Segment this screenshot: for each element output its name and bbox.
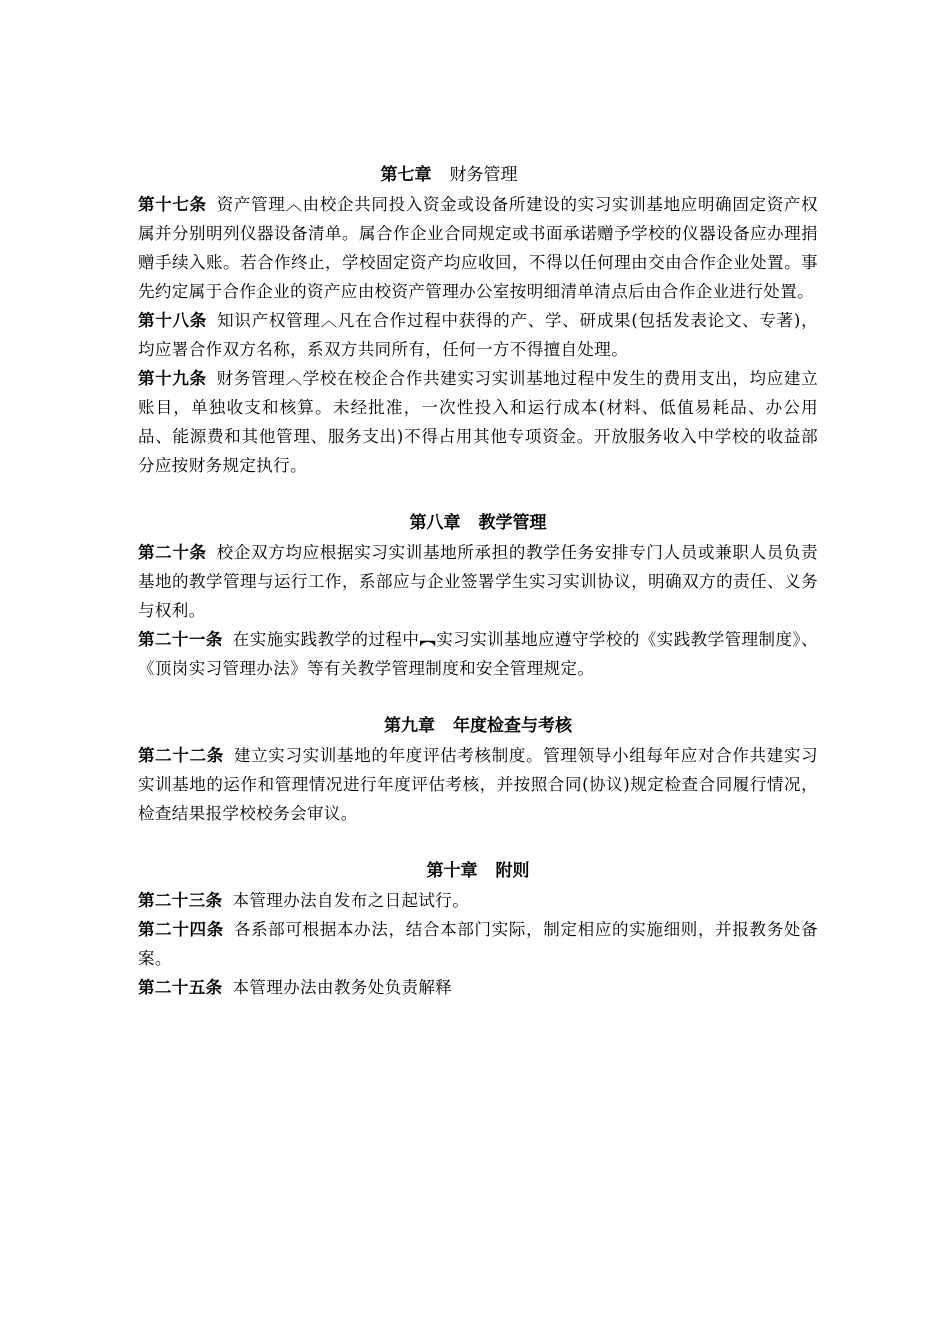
article-20 xyxy=(138,538,818,625)
article-text: 校企双方均应根据实习实训基地所承担的教学任务安排专门人员或兼职人员负责基地的教学管理与运行工作，系部应与企业签署学生实习实训协议，明确双方的责任、义务与权利。 xyxy=(138,543,818,620)
chapter-9 xyxy=(138,711,818,828)
article-24 xyxy=(138,915,818,973)
chapter-number: 第十章 xyxy=(426,861,478,881)
article-17 xyxy=(138,190,818,306)
chapter-title xyxy=(138,508,818,538)
article-text: 本管理办法由教务处负责解释 xyxy=(232,978,453,997)
chapter-name: 财务管理 xyxy=(449,165,518,185)
chapter-title xyxy=(138,160,818,190)
chapter-name: 教学管理 xyxy=(478,513,547,533)
chapter-7 xyxy=(138,160,818,480)
article-label: 第二十三条 xyxy=(138,891,223,910)
article-label: 第十七条 xyxy=(138,195,207,214)
article-text: 本管理办法自发布之日起试行。 xyxy=(232,891,470,910)
article-label: 第二十二条 xyxy=(138,746,224,765)
article-text: 财务管理︿学校在校企合作共建实习实训基地过程中发生的费用支出，均应建立账目，单独收支和核算。未经批准，一次性投入和运行成本(材料、低值易耗品、办公用品、能源费和其他管理、服务支出)不得占用其他专项资金。开放服务收入中学校的收益部分应按财务规定执行。 xyxy=(138,369,818,475)
chapter-8 xyxy=(138,508,818,683)
article-text: 在实施实践教学的过程中︻实习实训基地应遵守学校的《实践教学管理制度》、《顶岗实习管理办法》等有关教学管理制度和安全管理规定。 xyxy=(138,630,819,678)
chapter-number: 第八章 xyxy=(409,513,461,533)
chapter-name: 附则 xyxy=(495,861,530,881)
chapter-number: 第七章 xyxy=(380,165,432,185)
article-label: 第二十五条 xyxy=(138,978,223,997)
article-25 xyxy=(138,973,818,1002)
article-label: 第二十一条 xyxy=(138,630,223,649)
article-18 xyxy=(138,306,818,364)
article-label: 第十八条 xyxy=(138,311,208,330)
article-text: 资产管理︿由校企共同投入资金或设备所建设的实习实训基地应明确固定资产权属并分别明列仪器设备清单。属合作企业合同规定或书面承诺赠予学校的仪器设备应办理捐赠手续入账。若合作终止，学校固定资产均应收回，不得以任何理由交由合作企业处置。事先约定属于合作企业的资产应由校资产管理办公室按明细清单清点后由合作企业进行处置。 xyxy=(138,195,818,301)
document-body xyxy=(138,160,818,1030)
article-23 xyxy=(138,886,818,915)
article-text: 知识产权管理︿凡在合作过程中获得的产、学、研成果(包括发表论文、专著)，均应署合作双方名称，系双方共同所有，任何一方不得擅自处理。 xyxy=(138,311,818,359)
chapter-number: 第九章 xyxy=(384,716,435,736)
chapter-title xyxy=(138,856,818,886)
article-text: 建立实习实训基地的年度评估考核制度。管理领导小组每年应对合作共建实习实训基地的运作和管理情况进行年度评估考核，并按照合同(协议)规定检查合同履行情况，检查结果报学校校务会审议。 xyxy=(138,746,818,823)
article-label: 第二十条 xyxy=(138,543,207,562)
article-text: 各系部可根据本办法，结合本部门实际，制定相应的实施细则，并报教务处备案。 xyxy=(138,920,818,968)
article-21 xyxy=(138,625,818,683)
chapter-title xyxy=(138,711,818,741)
chapter-name: 年度检查与考核 xyxy=(453,716,572,736)
article-22 xyxy=(138,741,818,828)
chapter-10 xyxy=(138,856,818,1002)
article-label: 第二十四条 xyxy=(138,920,224,939)
article-19 xyxy=(138,364,818,480)
article-label: 第十九条 xyxy=(138,369,207,388)
